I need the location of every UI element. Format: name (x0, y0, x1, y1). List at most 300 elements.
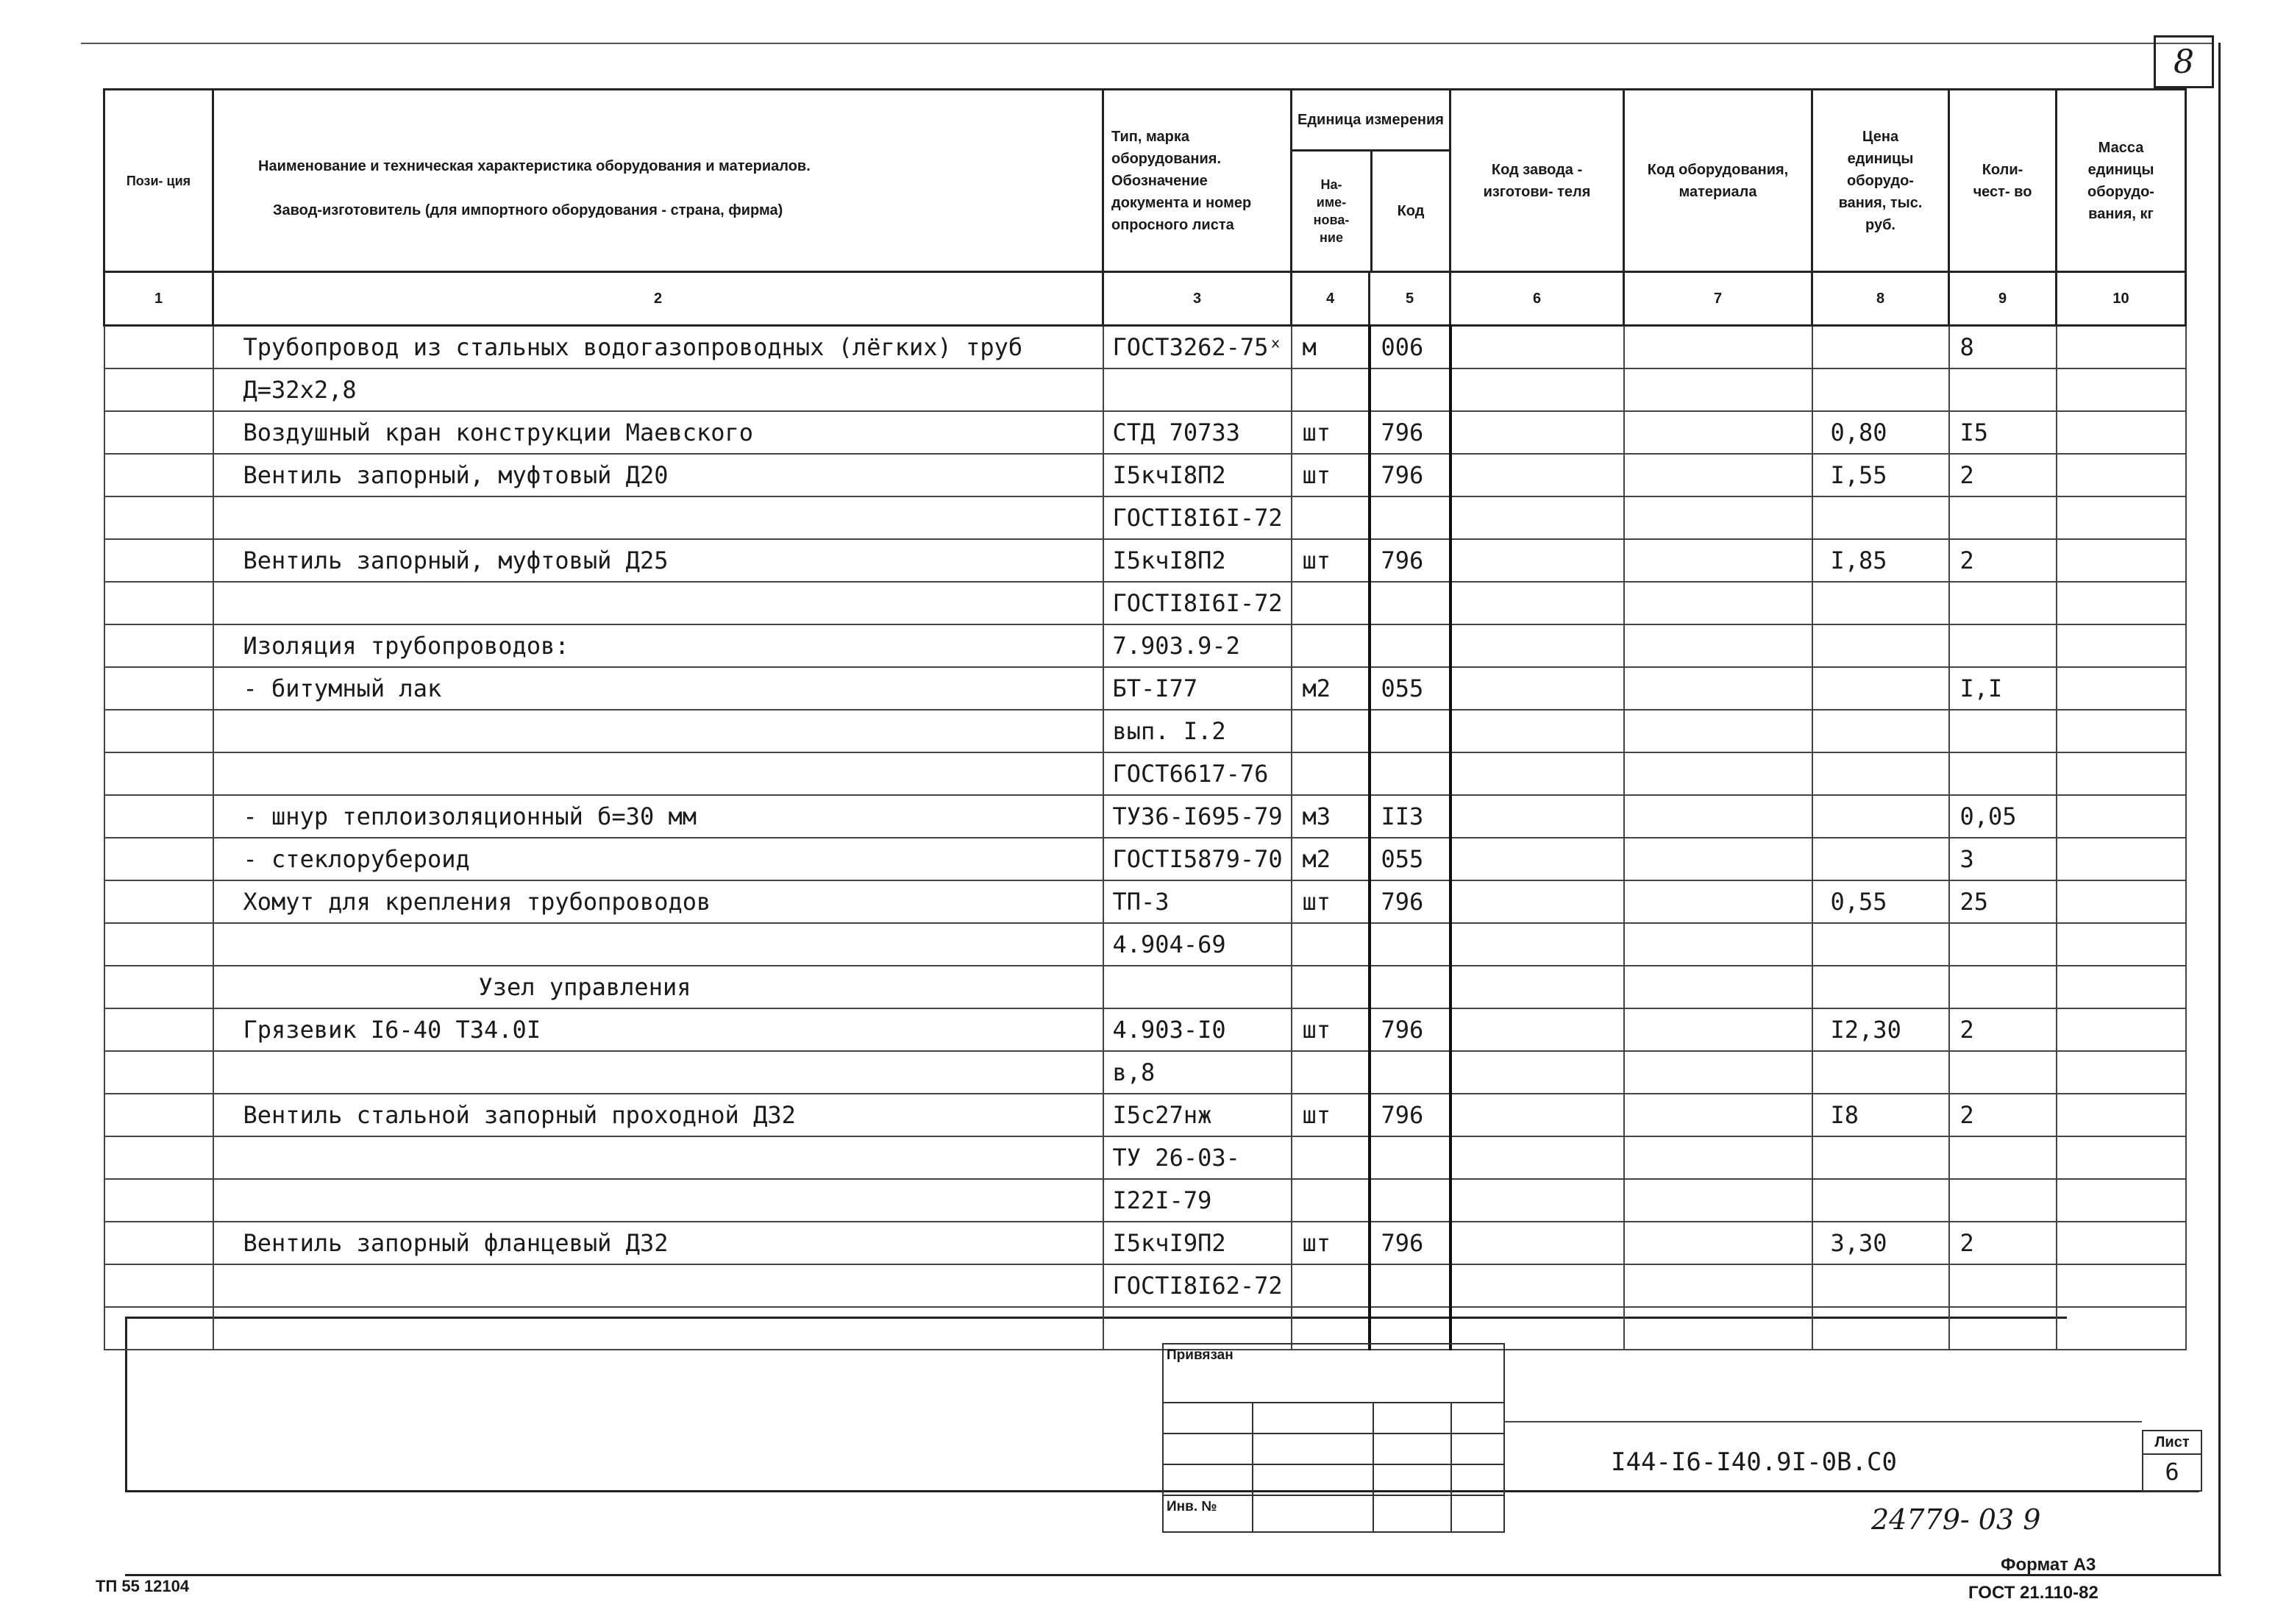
stamp-inv-no: Инв. № (1163, 1495, 1253, 1532)
row-unit-code: 796 (1370, 1222, 1450, 1264)
row-mass (2057, 1222, 2186, 1264)
row-document: ТУ36-I695-79 (1103, 795, 1292, 838)
stamp-cell (1451, 1434, 1504, 1464)
row-mass (2057, 923, 2186, 966)
table-row (104, 667, 2186, 710)
specification-table (103, 88, 2187, 1350)
header-unit-title: Единица измерения (1292, 90, 1449, 152)
row-plant-code (1450, 1222, 1624, 1264)
row-quantity: 2 (1949, 1222, 2057, 1264)
row-name: Узел управления (213, 966, 1103, 1008)
row-plant-code (1450, 710, 1624, 752)
stamp-cell (1253, 1403, 1373, 1434)
row-plant-code (1450, 667, 1624, 710)
row-material-code (1624, 923, 1812, 966)
row-plant-code (1450, 539, 1624, 582)
row-position (104, 710, 213, 752)
row-unit (1292, 582, 1370, 624)
row-position (104, 624, 213, 667)
row-material-code (1624, 966, 1812, 1008)
row-quantity (1949, 1264, 2057, 1307)
row-unit: шт (1292, 411, 1370, 454)
row-unit: м2 (1292, 667, 1370, 710)
stamp-cell (1373, 1403, 1451, 1434)
header-unit-subcols (1292, 152, 1449, 271)
table-row (104, 752, 2186, 795)
row-unit: шт (1292, 1094, 1370, 1136)
row-quantity (1949, 1136, 2057, 1179)
row-document: вып. I.2 (1103, 710, 1292, 752)
row-document: БТ-I77 (1103, 667, 1292, 710)
row-mass (2057, 1307, 2186, 1350)
row-price (1812, 1051, 1949, 1094)
row-quantity (1949, 624, 2057, 667)
row-quantity: I5 (1949, 411, 2057, 454)
row-unit-code: 796 (1370, 411, 1450, 454)
row-plant-code (1450, 752, 1624, 795)
row-name: Трубопровод из стальных водогазопроводных (лёгких) труб (213, 326, 1103, 369)
stamp-cell (1163, 1464, 1253, 1495)
row-mass (2057, 368, 2186, 411)
row-unit (1292, 752, 1370, 795)
table-row (104, 710, 2186, 752)
column-number: 3 (1103, 272, 1292, 326)
table-row (104, 411, 2186, 454)
row-plant-code (1450, 923, 1624, 966)
row-plant-code (1450, 966, 1624, 1008)
table-row (104, 795, 2186, 838)
row-quantity: 25 (1949, 880, 2057, 923)
frame-bottom-line (125, 1574, 2221, 1576)
gost-label: ГОСТ 21.110-82 (1968, 1583, 2098, 1603)
row-material-code (1624, 1136, 1812, 1179)
frame-right-line (2218, 43, 2221, 1574)
row-material-code (1624, 411, 1812, 454)
row-position (104, 496, 213, 539)
row-material-code (1624, 326, 1812, 369)
row-unit (1292, 1136, 1370, 1179)
row-unit-code (1370, 710, 1450, 752)
header-equipment-code: Код оборудования, материала (1624, 90, 1812, 272)
row-name: Вентиль запорный фланцевый Д32 (213, 1222, 1103, 1264)
row-mass (2057, 624, 2186, 667)
row-price (1812, 667, 1949, 710)
header-mass: Масса единицы оборудо- вания, кг (2057, 90, 2186, 272)
row-price (1812, 752, 1949, 795)
row-unit-code: 055 (1370, 667, 1450, 710)
table-row (104, 368, 2186, 411)
row-price: I,55 (1812, 454, 1949, 496)
row-unit (1292, 368, 1370, 411)
table-row (104, 326, 2186, 369)
sheet-list-value: 6 (2165, 1458, 2179, 1486)
row-material-code (1624, 1264, 1812, 1307)
row-mass (2057, 539, 2186, 582)
row-quantity (1949, 1179, 2057, 1222)
stamp-cell (1373, 1464, 1451, 1495)
row-position (104, 1222, 213, 1264)
row-position (104, 368, 213, 411)
row-name (213, 1307, 1103, 1350)
stamp-cell (1163, 1403, 1253, 1434)
table-row (104, 1136, 2186, 1179)
row-quantity: 2 (1949, 539, 2057, 582)
row-quantity: 2 (1949, 1008, 2057, 1051)
row-unit: шт (1292, 880, 1370, 923)
row-position (104, 1136, 213, 1179)
row-position (104, 795, 213, 838)
row-mass (2057, 582, 2186, 624)
row-quantity: 2 (1949, 454, 2057, 496)
row-material-code (1624, 454, 1812, 496)
stamp-cell (1163, 1434, 1253, 1464)
row-position (104, 539, 213, 582)
row-unit (1292, 710, 1370, 752)
row-plant-code (1450, 496, 1624, 539)
row-unit-code (1370, 752, 1450, 795)
row-document: I5с27нж (1103, 1094, 1292, 1136)
table-row (104, 624, 2186, 667)
row-price (1812, 1136, 1949, 1179)
header-price: Цена единицы оборудо- вания, тыс. руб. (1812, 90, 1949, 272)
row-unit-code (1370, 1051, 1450, 1094)
table-row (104, 1264, 2186, 1307)
row-unit-code (1370, 1264, 1450, 1307)
row-quantity (1949, 752, 2057, 795)
row-mass (2057, 454, 2186, 496)
table-header-row (104, 90, 2186, 272)
row-document (1103, 966, 1292, 1008)
row-quantity (1949, 710, 2057, 752)
row-mass (2057, 1179, 2186, 1222)
row-price: I2,30 (1812, 1008, 1949, 1051)
stamp-cell (1451, 1403, 1504, 1434)
row-name: Грязевик I6-40 Т34.0I (213, 1008, 1103, 1051)
row-quantity (1949, 496, 2057, 539)
row-document: ГОСТI8I6I-72 (1103, 496, 1292, 539)
row-document: СТД 70733 (1103, 411, 1292, 454)
row-material-code (1624, 795, 1812, 838)
row-plant-code (1450, 624, 1624, 667)
row-unit-code: II3 (1370, 795, 1450, 838)
row-price (1812, 496, 1949, 539)
stamp-cell (1373, 1434, 1451, 1464)
row-name: Вентиль стальной запорный проходной Д32 (213, 1094, 1103, 1136)
header-unit-code: Код (1397, 203, 1425, 219)
row-unit (1292, 966, 1370, 1008)
table-row (104, 1008, 2186, 1051)
row-unit-code: 006 (1370, 326, 1450, 369)
table-row (104, 838, 2186, 880)
row-price (1812, 624, 1949, 667)
row-unit: м3 (1292, 795, 1370, 838)
row-unit: м2 (1292, 838, 1370, 880)
row-unit (1292, 1051, 1370, 1094)
row-name (213, 710, 1103, 752)
row-mass (2057, 1008, 2186, 1051)
handwritten-number: 24779- 03 9 (1871, 1503, 2041, 1536)
row-mass (2057, 710, 2186, 752)
row-quantity (1949, 368, 2057, 411)
header-unit-name: На- име- нова- ние (1292, 152, 1373, 271)
column-number: 5 (1370, 272, 1450, 326)
row-name (213, 752, 1103, 795)
row-material-code (1624, 368, 1812, 411)
row-name: - битумный лак (213, 667, 1103, 710)
stamp-cell (1451, 1495, 1504, 1532)
table-row (104, 966, 2186, 1008)
row-unit (1292, 496, 1370, 539)
row-mass (2057, 1051, 2186, 1094)
row-plant-code (1450, 1264, 1624, 1307)
row-document: в,8 (1103, 1051, 1292, 1094)
row-material-code (1624, 1008, 1812, 1051)
row-unit: шт (1292, 454, 1370, 496)
title-block-line (1503, 1421, 2142, 1422)
row-price (1812, 326, 1949, 369)
row-name (213, 1051, 1103, 1094)
row-name (213, 1179, 1103, 1222)
row-document: ТУ 26-03- (1103, 1136, 1292, 1179)
row-name (213, 582, 1103, 624)
row-document (1103, 368, 1292, 411)
row-plant-code (1450, 326, 1624, 369)
row-unit (1292, 1179, 1370, 1222)
row-price: 3,30 (1812, 1222, 1949, 1264)
row-mass (2057, 1264, 2186, 1307)
column-number: 4 (1292, 272, 1370, 326)
sheet-list-label: Лист (2143, 1431, 2201, 1455)
column-number: 1 (104, 272, 213, 326)
row-material-code (1624, 1179, 1812, 1222)
format-label: Формат А3 (2001, 1555, 2096, 1575)
row-position (104, 966, 213, 1008)
table-row (104, 1307, 2186, 1350)
table-row (104, 1094, 2186, 1136)
row-material-code (1624, 582, 1812, 624)
row-quantity: 8 (1949, 326, 2057, 369)
row-position (104, 1008, 213, 1051)
header-unit-group (1292, 90, 1450, 272)
header-plant-code: Код завода - изготови- теля (1450, 90, 1624, 272)
stamp-cell (1451, 1464, 1504, 1495)
row-unit: шт (1292, 1222, 1370, 1264)
row-price (1812, 582, 1949, 624)
row-name: Д=32х2,8 (213, 368, 1103, 411)
row-price (1812, 368, 1949, 411)
row-position (104, 667, 213, 710)
row-document: I5кчI9П2 (1103, 1222, 1292, 1264)
header-type: Тип, марка оборудования. Обозначение документа и номер опросного листа (1103, 90, 1292, 272)
row-name: - стеклорубероид (213, 838, 1103, 880)
row-mass (2057, 326, 2186, 369)
row-material-code (1624, 752, 1812, 795)
row-price: I,85 (1812, 539, 1949, 582)
row-plant-code (1450, 1094, 1624, 1136)
row-name: Воздушный кран конструкции Маевского (213, 411, 1103, 454)
table-row (104, 496, 2186, 539)
row-name: Вентиль запорный, муфтовый Д20 (213, 454, 1103, 496)
row-material-code (1624, 1307, 1812, 1350)
header-name-line2: Завод-изготовитель (для импортного оборудования - страна, фирма) (273, 202, 783, 218)
row-plant-code (1450, 1051, 1624, 1094)
row-price (1812, 795, 1949, 838)
row-quantity (1949, 966, 2057, 1008)
stamp-cell (1253, 1464, 1373, 1495)
row-plant-code (1450, 1136, 1624, 1179)
row-name: Хомут для крепления трубопроводов (213, 880, 1103, 923)
row-material-code (1624, 838, 1812, 880)
row-price (1812, 923, 1949, 966)
row-quantity (1949, 923, 2057, 966)
row-position (104, 1179, 213, 1222)
row-mass (2057, 411, 2186, 454)
row-mass (2057, 838, 2186, 880)
row-unit-code (1370, 582, 1450, 624)
row-position (104, 923, 213, 966)
row-plant-code (1450, 795, 1624, 838)
row-document: ГОСТI8I62-72 (1103, 1264, 1292, 1307)
row-quantity: 3 (1949, 838, 2057, 880)
row-plant-code (1450, 880, 1624, 923)
row-mass (2057, 667, 2186, 710)
row-unit-code: 796 (1370, 454, 1450, 496)
row-material-code (1624, 667, 1812, 710)
row-position (104, 752, 213, 795)
approval-stamp (1162, 1343, 1505, 1533)
row-plant-code (1450, 1179, 1624, 1222)
row-document: I5кчI8П2 (1103, 454, 1292, 496)
row-position (104, 1051, 213, 1094)
row-position (104, 1094, 213, 1136)
row-document: I5кчI8П2 (1103, 539, 1292, 582)
row-unit-code (1370, 1136, 1450, 1179)
row-mass (2057, 496, 2186, 539)
row-document: ТП-3 (1103, 880, 1292, 923)
table-row (104, 1051, 2186, 1094)
row-name (213, 923, 1103, 966)
row-material-code (1624, 1051, 1812, 1094)
row-price: I8 (1812, 1094, 1949, 1136)
table-row (104, 539, 2186, 582)
column-number: 7 (1624, 272, 1812, 326)
row-material-code (1624, 880, 1812, 923)
row-price (1812, 1307, 1949, 1350)
row-name: - шнур теплоизоляционный б=30 мм (213, 795, 1103, 838)
row-document: 7.903.9-2 (1103, 624, 1292, 667)
row-material-code (1624, 624, 1812, 667)
row-position (104, 880, 213, 923)
table-row (104, 454, 2186, 496)
row-price: 0,55 (1812, 880, 1949, 923)
frame-top-line (81, 43, 2214, 44)
row-mass (2057, 752, 2186, 795)
table-row (104, 880, 2186, 923)
row-position (104, 411, 213, 454)
table-row (104, 1222, 2186, 1264)
row-document: 4.903-I0 (1103, 1008, 1292, 1051)
row-price (1812, 1264, 1949, 1307)
row-quantity (1949, 582, 2057, 624)
row-mass (2057, 795, 2186, 838)
row-mass (2057, 966, 2186, 1008)
column-number: 10 (2057, 272, 2186, 326)
row-price (1812, 710, 1949, 752)
row-document: ГОСТI8I6I-72 (1103, 582, 1292, 624)
row-price (1812, 1179, 1949, 1222)
table-body (104, 326, 2186, 1350)
sheet-corner-number: 8 (2154, 35, 2214, 88)
row-plant-code (1450, 582, 1624, 624)
row-quantity (1949, 1307, 2057, 1350)
table-row (104, 1179, 2186, 1222)
row-material-code (1624, 539, 1812, 582)
stamp-cell (1253, 1495, 1373, 1532)
row-position (104, 454, 213, 496)
row-price (1812, 966, 1949, 1008)
row-plant-code (1450, 838, 1624, 880)
row-material-code (1624, 496, 1812, 539)
row-material-code (1624, 1094, 1812, 1136)
table-row (104, 582, 2186, 624)
row-document: I22I-79 (1103, 1179, 1292, 1222)
document-number: I44-I6-I40.9I-0В.С0 (1611, 1447, 1897, 1477)
row-document: ГОСТ3262-75ˣ (1103, 326, 1292, 369)
row-plant-code (1450, 1008, 1624, 1051)
row-name: Вентиль запорный, муфтовый Д25 (213, 539, 1103, 582)
stamp-cell (1253, 1434, 1373, 1464)
row-name (213, 1264, 1103, 1307)
column-number-row (104, 272, 2186, 326)
row-price: 0,80 (1812, 411, 1949, 454)
column-number: 9 (1949, 272, 2057, 326)
stamp-privyazan: Привязан (1163, 1344, 1504, 1403)
row-price (1812, 838, 1949, 880)
row-unit (1292, 923, 1370, 966)
row-position (104, 1264, 213, 1307)
row-unit-code (1370, 966, 1450, 1008)
column-number: 8 (1812, 272, 1949, 326)
row-mass (2057, 1094, 2186, 1136)
row-unit-code: 796 (1370, 539, 1450, 582)
column-number: 6 (1450, 272, 1624, 326)
row-mass (2057, 1136, 2186, 1179)
row-document: 4.904-69 (1103, 923, 1292, 966)
row-unit-code: 055 (1370, 838, 1450, 880)
sheet-list-box (2142, 1430, 2202, 1492)
header-name-line1: Наименование и техническая характеристика оборудования и материалов. (258, 157, 811, 174)
row-unit-code (1370, 624, 1450, 667)
row-name (213, 1136, 1103, 1179)
row-mass (2057, 880, 2186, 923)
row-document: ГОСТ6617-76 (1103, 752, 1292, 795)
column-number: 2 (213, 272, 1103, 326)
row-plant-code (1450, 454, 1624, 496)
row-document: ГОСТI5879-70 (1103, 838, 1292, 880)
row-name: Изоляция трубопроводов: (213, 624, 1103, 667)
row-unit: м (1292, 326, 1370, 369)
row-position (104, 326, 213, 369)
header-name (213, 90, 1103, 272)
row-unit-code: 796 (1370, 880, 1450, 923)
row-position (104, 838, 213, 880)
row-unit-code: 796 (1370, 1008, 1450, 1051)
row-plant-code (1450, 411, 1624, 454)
row-name (213, 496, 1103, 539)
row-quantity: 0,05 (1949, 795, 2057, 838)
row-quantity (1949, 1051, 2057, 1094)
row-plant-code (1450, 368, 1624, 411)
